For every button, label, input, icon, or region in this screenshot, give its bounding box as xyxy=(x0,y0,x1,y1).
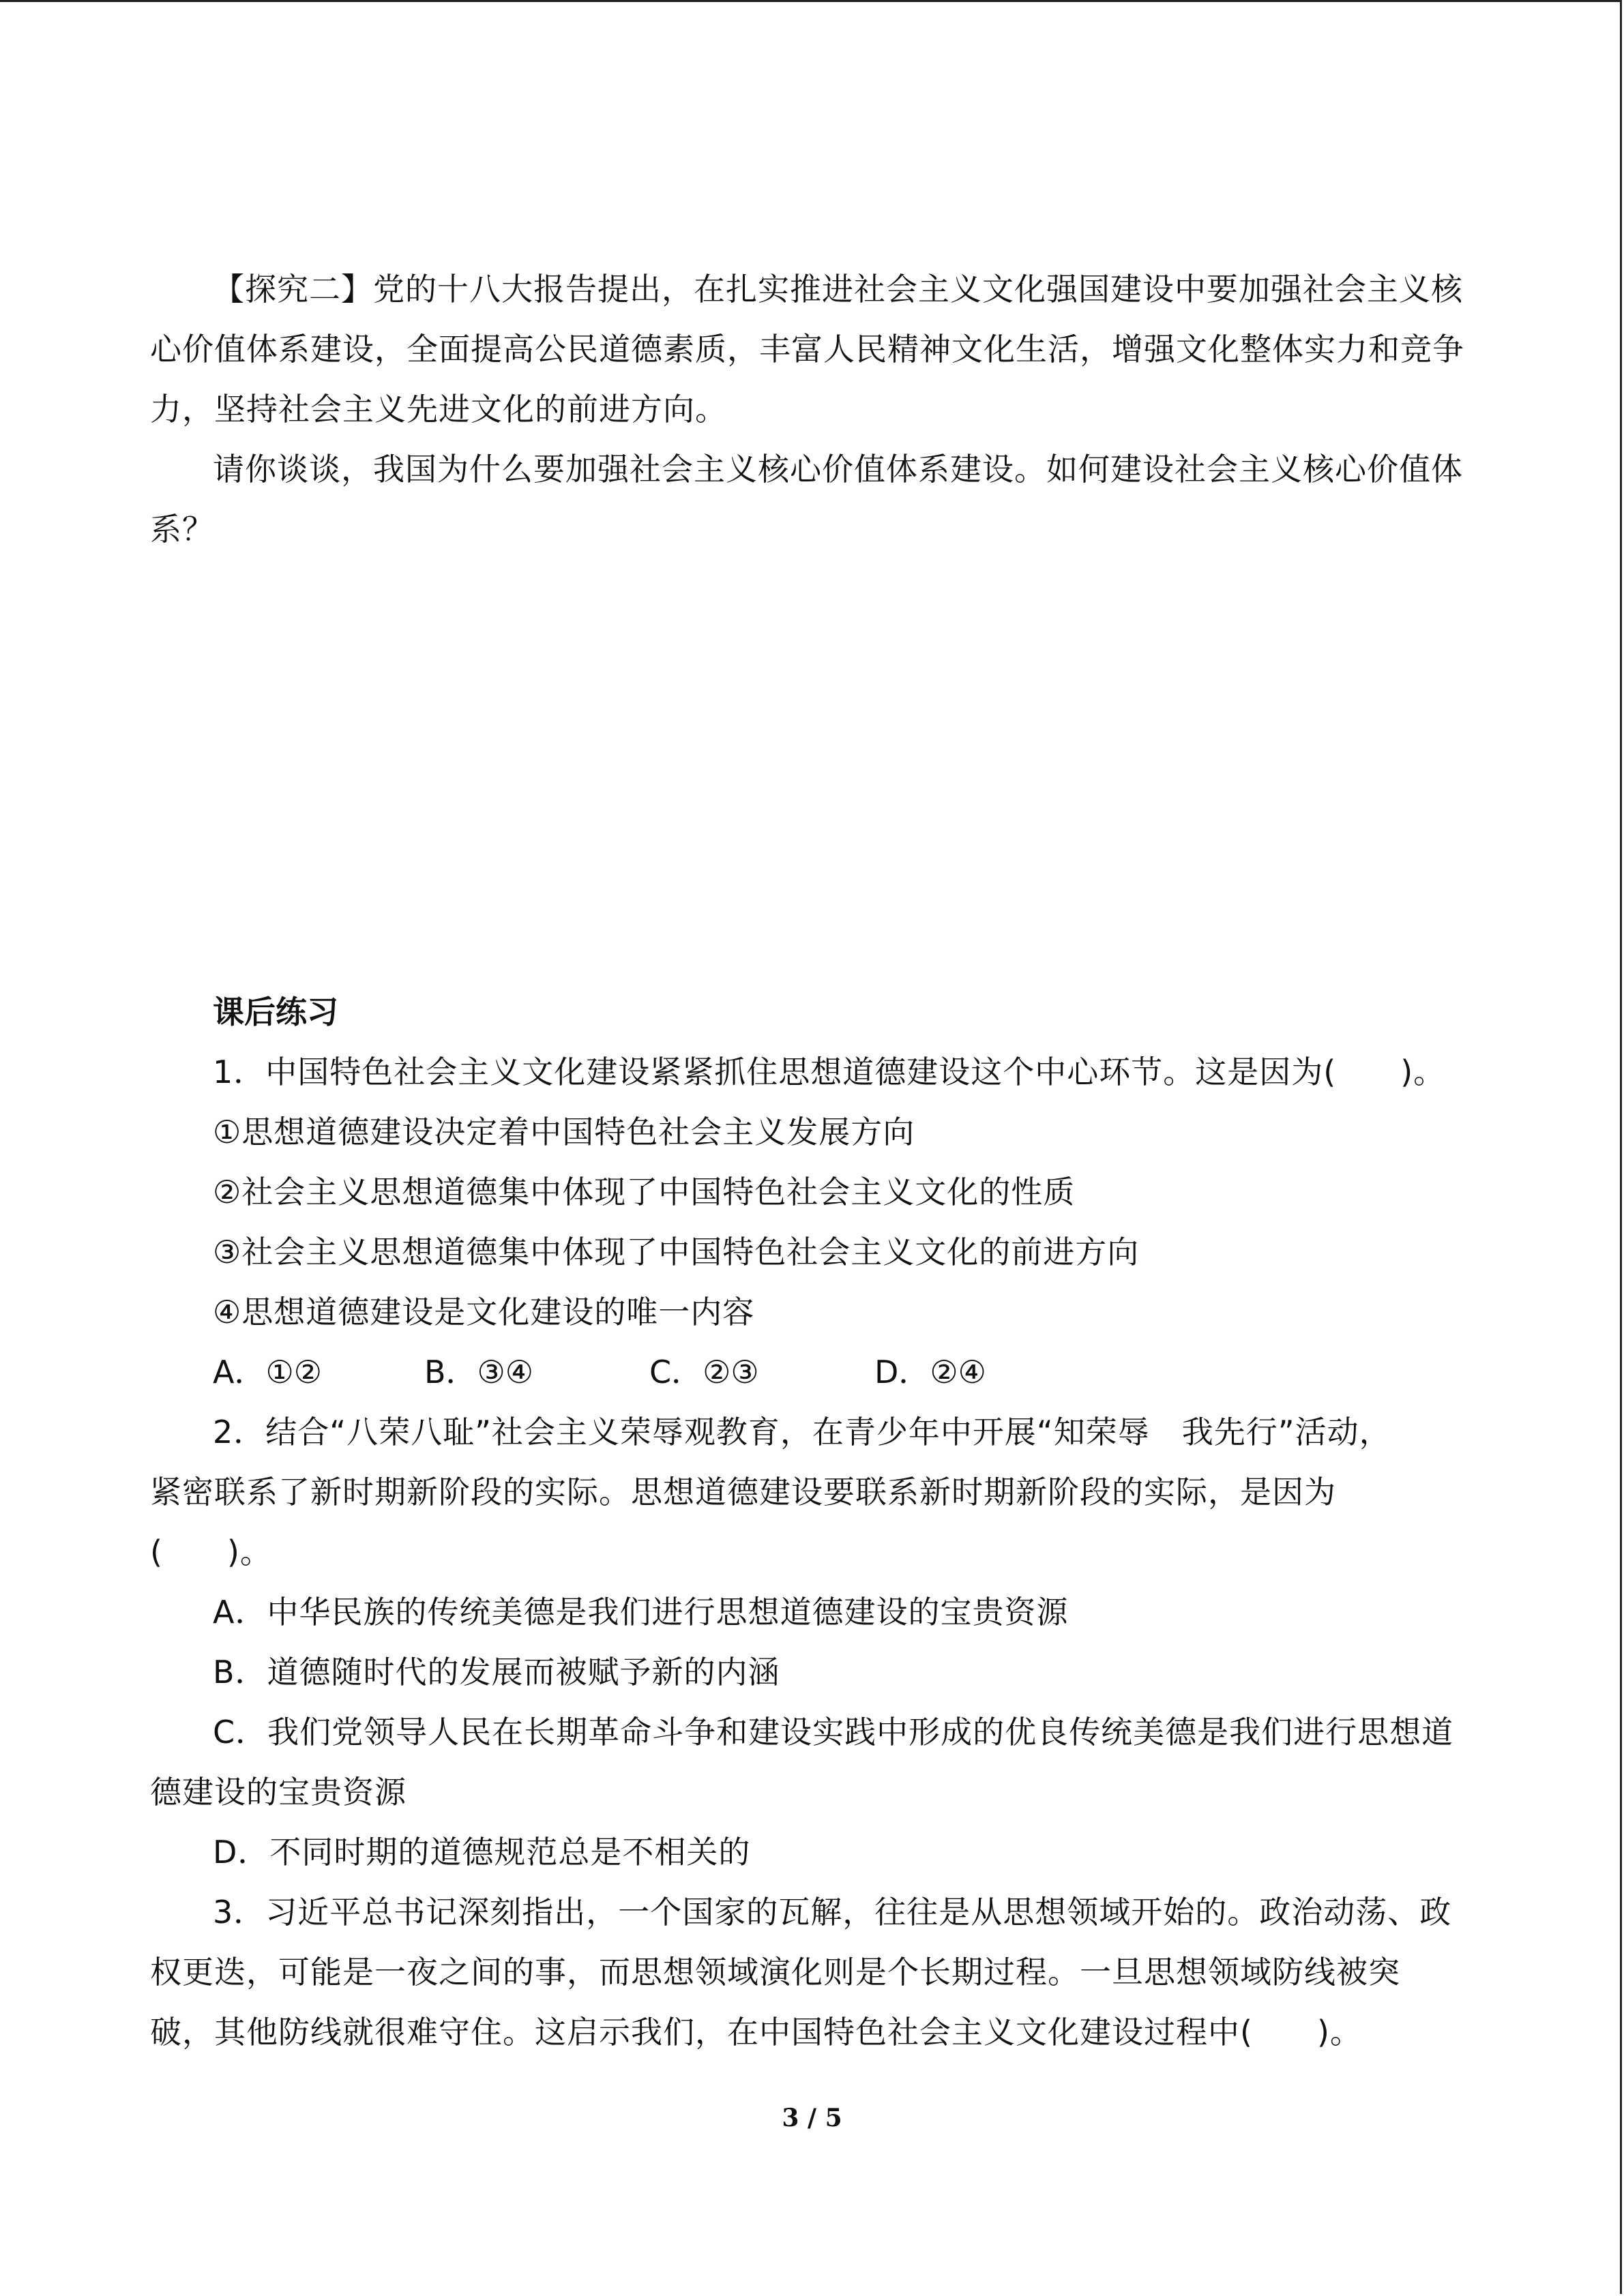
q3-stem-line-1: 3．习近平总书记深刻指出，一个国家的瓦解，往往是从思想领域开始的。政治动荡、政 xyxy=(213,1894,1452,1930)
q3-stem-line-3: 破，其他防线就很难守住。这启示我们，在中国特色社会主义文化建设过程中( )。 xyxy=(150,2014,1362,2051)
q1-option-a: A．①② xyxy=(213,1354,322,1390)
q1-option-d: D．②④ xyxy=(874,1354,986,1390)
q2-stem-line-2: 紧密联系了新时期新阶段的实际。思想道德建设要联系新时期新阶段的实际，是因为 xyxy=(150,1474,1336,1510)
q1-option-b: B．③④ xyxy=(424,1354,534,1390)
q3-stem-line-2: 权更迭，可能是一夜之间的事，而思想领域演化则是个长期过程。一旦思想领域防线被突 xyxy=(150,1954,1400,1991)
answer-space xyxy=(150,559,1473,982)
explore2-question: 请你谈谈，我国为什么要加强社会主义核心价值体系建设。如何建设社会主义核心价值体系？ xyxy=(150,451,1463,548)
q2-stem-line-3: ( )。 xyxy=(150,1534,272,1570)
q1-options xyxy=(150,1342,1473,1402)
q2-option-a: A．中华民族的传统美德是我们进行思想道德建设的宝贵资源 xyxy=(213,1594,1069,1630)
page-number: 3 / 5 xyxy=(782,2104,842,2132)
q1-option-c: C．②③ xyxy=(649,1354,759,1390)
q1-item-2: ②社会主义思想道德集中体现了中国特色社会主义文化的性质 xyxy=(213,1174,1076,1210)
q1-stem: 1．中国特色社会主义文化建设紧紧抓住思想道德建设这个中心环节。这是因为( )。 xyxy=(213,1054,1446,1090)
q2-option-d: D．不同时期的道德规范总是不相关的 xyxy=(213,1834,751,1870)
document-body xyxy=(150,259,1473,2062)
explore2-paragraph: 【探究二】党的十八大报告提出，在扎实推进社会主义文化强国建设中要加强社会主义核心价值体系建设，全面提高公民道德素质，丰富人民精神文化生活，增强文化整体实力和竞争力，坚持社会主义先进文化的前进方向。 xyxy=(150,271,1464,428)
q2-option-b: B．道德随时代的发展而被赋予新的内涵 xyxy=(213,1654,780,1690)
q1-item-3: ③社会主义思想道德集中体现了中国特色社会主义文化的前进方向 xyxy=(213,1234,1140,1270)
q1-item-1: ①思想道德建设决定着中国特色社会主义发展方向 xyxy=(213,1114,915,1150)
q1-item-4: ④思想道德建设是文化建设的唯一内容 xyxy=(213,1294,755,1330)
q2-stem-line-1: 2．结合“八荣八耻”社会主义荣辱观教育，在青少年中开展“知荣辱 我先行”活动， xyxy=(213,1414,1391,1450)
exercises-heading: 课后练习 xyxy=(213,994,338,1030)
q2-option-c: C．我们党领导人民在长期革命斗争和建设实践中形成的优良传统美德是我们进行思想道德建设的宝贵资源 xyxy=(150,1714,1454,1810)
